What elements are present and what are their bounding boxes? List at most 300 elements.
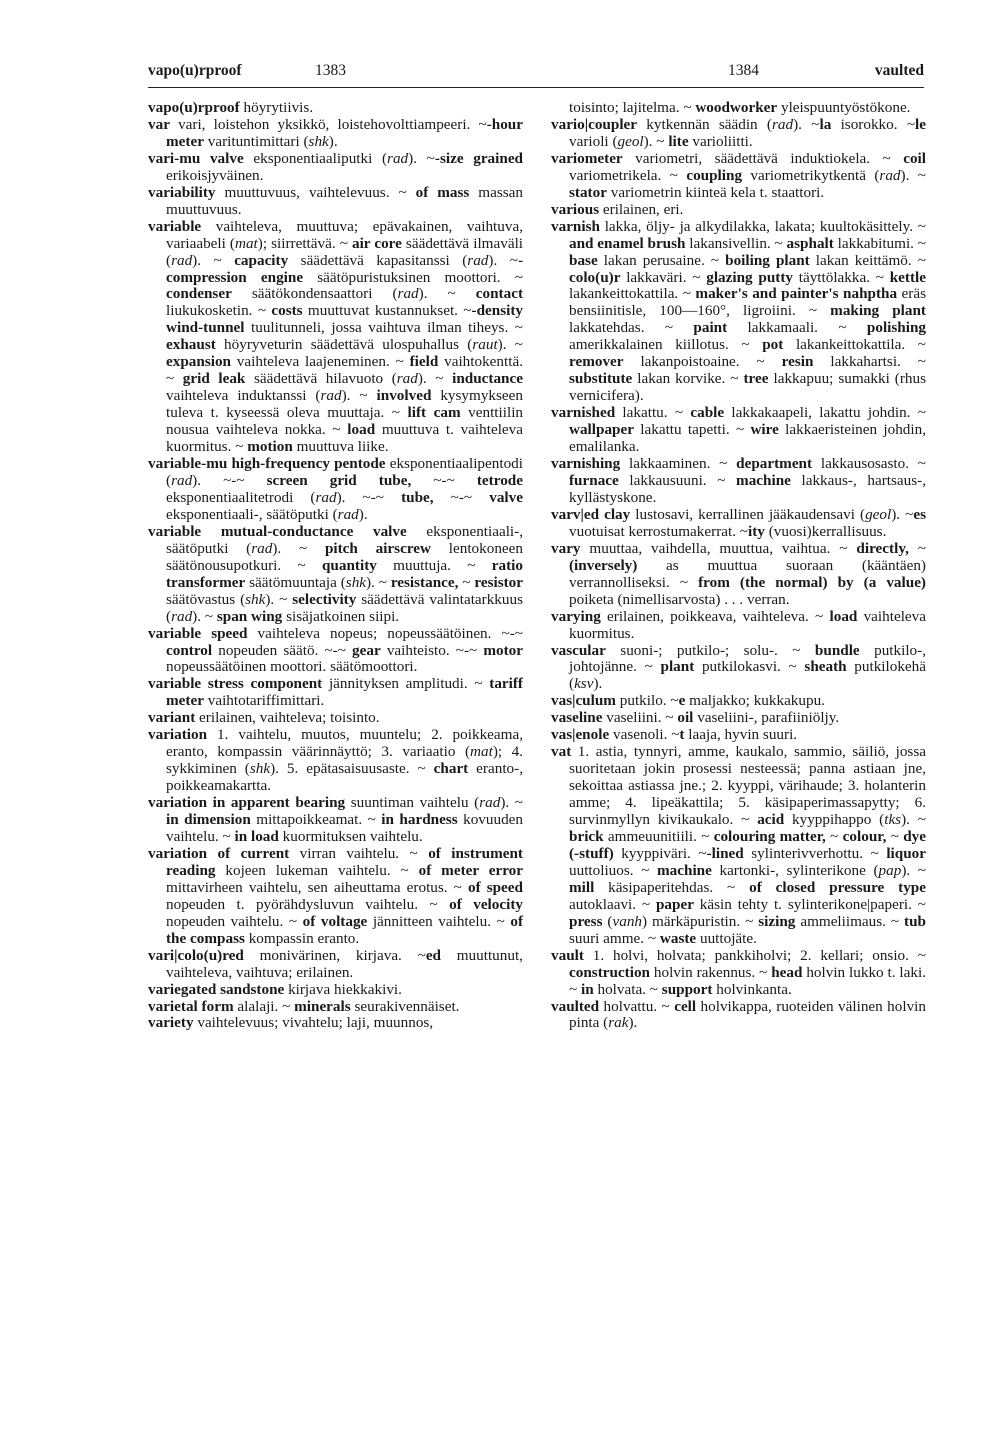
definition-text: poiketa (nimellisarvosta) . . . verran.: [569, 590, 790, 608]
subentry-term: asphalt: [786, 234, 834, 252]
field-label: geol: [617, 132, 644, 150]
field-label: shk: [245, 590, 266, 608]
field-label: rad: [337, 505, 359, 523]
subentry-term: colour,: [842, 827, 887, 845]
subentry-term: mill: [569, 878, 595, 896]
subentry-term: department: [736, 455, 813, 473]
subentry-term: remover: [569, 353, 624, 371]
definition-text: varioliitti.: [688, 132, 753, 150]
subentry-term: woodworker: [695, 99, 778, 116]
definition-text: ~-~: [433, 488, 490, 506]
entry-headword: variation: [148, 726, 208, 744]
field-label: rad: [467, 251, 489, 269]
subentry-term: tariff meter: [166, 675, 523, 710]
definition-text: käsin tehty t. sylinterikone|paperi. ~: [693, 895, 926, 913]
definition-text: ). ~: [417, 370, 453, 388]
definition-text: eranto-, poikkeamakartta.: [166, 760, 523, 795]
subentry-term: (inversely): [569, 556, 638, 574]
subentry-term: waste: [659, 929, 697, 947]
subentry-term: plant: [660, 658, 695, 676]
entry-headword: vapo(u)rproof: [148, 99, 240, 116]
subentry-term: colo(u)r: [569, 268, 621, 286]
subentry-term: load: [829, 607, 858, 625]
definition-text: lakattu. ~: [615, 404, 691, 422]
definition-text: höyrytiivis.: [239, 99, 314, 116]
definition-text: ). ~: [643, 132, 669, 150]
definition-text: lustosavi, kerrallinen jääkaudensavi (: [630, 505, 866, 523]
definition-text: lakkausosasto. ~: [812, 455, 926, 473]
definition-text: eräs bensiinitisle, 100—160°, ligroiini. ~: [569, 285, 927, 320]
definition-text: suuntiman vaihtelu (: [345, 794, 480, 812]
dictionary-entry: [551, 100, 926, 117]
subentry-term: lite: [668, 132, 689, 150]
subentry-term: bundle: [814, 641, 860, 659]
field-label: tks: [884, 811, 902, 829]
page-header: [148, 62, 924, 86]
definition-text: vaseliini. ~: [602, 709, 678, 727]
definition-text: lakan korvike. ~: [632, 370, 744, 388]
definition-text: täyttölakka. ~: [792, 268, 890, 286]
subentry-term: span wing: [216, 607, 283, 625]
left-guide-word: vapo(u)rproof: [148, 62, 242, 79]
subentry-term: of voltage: [302, 912, 368, 930]
subentry-term: -hour meter: [166, 115, 523, 150]
subentry-term: dye (-stuff): [569, 827, 927, 862]
definition-text: vaihtotariffimittari.: [203, 692, 325, 710]
subentry-term: tree: [743, 370, 769, 388]
definition-text: vaseliini-, parafiiniöljy.: [693, 709, 840, 727]
field-label: rad: [397, 285, 419, 303]
definition-text: kyyppiväri. ~: [613, 844, 707, 862]
subentry-term: making plant: [830, 302, 926, 320]
definition-text: lakan keittämö. ~: [809, 251, 926, 269]
definition-text: toisinto; lajitelma. ~: [569, 99, 696, 116]
definition-text: nopeuden vaihtelu. ~: [166, 912, 303, 930]
definition-text: ).: [593, 675, 603, 693]
definition-text: ). ~: [341, 387, 377, 405]
field-label: rad: [251, 539, 273, 557]
dictionary-entry: [551, 693, 926, 710]
entry-headword: various: [551, 200, 600, 218]
subentry-term: resistor: [474, 573, 524, 591]
left-column: [148, 100, 523, 1032]
definition-text: säädettävä valintatarkkuus (: [166, 590, 523, 625]
definition-text: lakansivellin. ~: [685, 234, 787, 252]
dictionary-entry: [551, 456, 926, 507]
subentry-term: acid: [757, 811, 785, 829]
definition-text: monivärinen, kirjava. ~: [243, 946, 426, 964]
definition-text: lakkaus-, hartsaus-, kyllästyskone.: [569, 471, 926, 506]
entry-headword: variable mutual-conductance valve: [148, 522, 407, 540]
field-label: rad: [171, 251, 193, 269]
definition-text: erikoisjyväinen.: [166, 166, 264, 184]
subentry-term: quantity: [321, 556, 377, 574]
entry-headword: vas|enole: [551, 726, 610, 744]
field-label: vanh: [612, 912, 643, 930]
definition-text: kovuuden vaihtelu. ~: [166, 811, 524, 845]
dictionary-entry: [148, 524, 523, 626]
subentry-term: wire: [750, 421, 779, 439]
dictionary-entry: [148, 117, 523, 151]
definition-text: ). ~-~: [336, 488, 402, 506]
definition-text: lakattu tapetti. ~: [633, 421, 751, 439]
entry-headword: vario|coupler: [551, 115, 638, 133]
subentry-term: of mass: [415, 183, 470, 201]
definition-text: nopeuden t. pyörähdysluvun vaihtelu. ~: [166, 895, 450, 913]
definition-text: ). ~: [418, 285, 476, 303]
field-label: rad: [315, 488, 337, 506]
subentry-term: cable: [690, 404, 725, 422]
subentry-term: motion: [247, 438, 293, 456]
entry-headword: vari-mu valve: [148, 149, 244, 167]
subentry-term: le: [915, 115, 927, 133]
entry-headword: varying: [551, 607, 601, 625]
right-column: [551, 100, 926, 1032]
subentry-term: es: [913, 505, 927, 523]
entry-headword: vari|colo(u)red: [148, 946, 244, 964]
definition-text: lakkaaminen. ~: [620, 455, 737, 473]
definition-text: kojeen lukeman vaihtelu. ~: [215, 861, 419, 879]
entry-headword: vaseline: [551, 709, 603, 727]
subentry-term: furnace: [569, 471, 619, 489]
definition-text: säädettävä hilavuoto (: [245, 370, 397, 388]
field-label: rak: [608, 1014, 629, 1032]
field-label: geol: [865, 505, 892, 523]
definition-text: seurakivennäiset.: [350, 997, 460, 1015]
subentry-term: -density wind-tunnel: [166, 302, 523, 337]
subentry-term: grid leak: [182, 370, 246, 388]
definition-text: ). ~: [891, 505, 914, 523]
definition-text: säätöpuristuksinen moottori. ~: [303, 268, 523, 286]
definition-text: vaihtokenttä. ~: [166, 353, 523, 388]
subentry-term: t: [679, 726, 685, 744]
subentry-term: air core: [351, 234, 402, 252]
definition-text: lakkatehdas. ~: [569, 319, 694, 337]
definition-text: muuttuva liike.: [292, 438, 389, 456]
subentry-term: minerals: [294, 997, 351, 1015]
subentry-term: directly,: [856, 539, 909, 557]
subentry-term: paper: [655, 895, 694, 913]
dictionary-entry: [551, 999, 926, 1033]
definition-text: massan muuttuvuus.: [166, 183, 523, 218]
subentry-term: sizing: [758, 912, 796, 930]
subentry-term: inductance: [452, 370, 523, 388]
definition-text: lakkaväri. ~: [620, 268, 707, 286]
definition-text: muuttaa, vaihdella, muuttua, vaihtua. ~: [580, 539, 857, 557]
subentry-term: machine: [657, 861, 712, 879]
definition-text: eksponentiaali-, säätöputki (: [166, 505, 338, 523]
definition-text: ). ~: [272, 539, 325, 557]
definition-text: autoklaavi. ~: [569, 895, 656, 913]
subentry-term: resin: [781, 353, 814, 371]
field-label: shk: [345, 573, 367, 591]
definition-text: vaihteleva kuormitus.: [569, 607, 926, 642]
subentry-term: la: [819, 115, 832, 133]
definition-text: ); siirrettävä. ~: [257, 234, 352, 252]
subentry-term: brick: [569, 827, 604, 845]
dictionary-entry: [551, 643, 926, 694]
subentry-term: substitute: [569, 370, 633, 388]
subentry-term: of meter error: [418, 861, 523, 879]
subentry-term: coil: [903, 149, 926, 167]
entry-headword: variability: [148, 183, 216, 201]
definition-text: tuulitunneli, jossa vaihtuva ilman tiheys. ~: [244, 319, 523, 337]
definition-text: variometri, säädettävä induktiokela. ~: [622, 149, 904, 167]
entry-headword: variable-mu high-frequency pentode: [148, 455, 386, 473]
right-guide-word: vaulted: [874, 62, 924, 79]
subentry-term: costs: [271, 302, 303, 320]
entry-headword: varv|ed clay: [551, 505, 631, 523]
definition-text: lakkahartsi. ~: [813, 353, 926, 371]
entry-headword: variegated sandstone: [148, 980, 285, 998]
dictionary-entry: [551, 151, 926, 202]
subentry-term: paint: [693, 319, 728, 337]
entry-headword: variation in apparent bearing: [148, 794, 346, 812]
definition-text: muuttunut, vaihteleva, vaihtuva; erilainen.: [166, 946, 523, 981]
subentry-term: chart: [433, 760, 469, 778]
definition-text: käsipaperitehdas. ~: [594, 878, 750, 896]
definition-text: nopeussäätöinen moottori. säätömoottori.: [166, 658, 418, 676]
definition-text: mittapoikkeamat. ~: [250, 811, 382, 829]
subentry-term: boiling plant: [725, 251, 810, 269]
subentry-term: base: [569, 251, 598, 269]
definition-text: ~-~: [411, 471, 477, 489]
definition-text: venttiilin nousua vaihteleva nokka. ~: [166, 404, 524, 439]
definition-text: kytkennän säädin (: [637, 115, 772, 133]
definition-text: ) märkäpuristin. ~: [642, 912, 759, 930]
definition-text: ).: [628, 1014, 638, 1032]
definition-text: säätövastus (: [166, 590, 246, 608]
definition-text: lakkakaapeli, lakattu johdin. ~: [724, 404, 926, 422]
dictionary-entry: [551, 609, 926, 643]
subentry-term: in: [581, 980, 594, 998]
definition-text: ). ~: [901, 861, 926, 879]
subentry-term: -lined: [706, 844, 744, 862]
subentry-term: press: [569, 912, 603, 930]
entry-headword: varnish: [551, 217, 600, 235]
definition-text: 1. astia, tynnyri, amme, kaukalo, sammio, säiliö, jossa suoritetaan jokin prosessi nesteessä; panna astiaan jne, sekoittaa astiassa jne.; 2. kyyppi, värihaude; 3. holanterin amme; 4. lipeäkattila; 5. käsipaperimassapytty; 6. survinmyllyn kivikaukalo. ~: [569, 743, 926, 829]
dictionary-entry: [148, 676, 523, 710]
definition-text: lakan perusaine. ~: [597, 251, 726, 269]
subentry-term: polishing: [866, 319, 927, 337]
definition-text: varioli (: [569, 132, 618, 150]
definition-text: eksponentiaalitetrodi (: [166, 488, 316, 506]
field-label: mat: [470, 743, 493, 761]
entry-headword: varietal form: [148, 997, 234, 1015]
subentry-term: exhaust: [166, 336, 216, 354]
definition-text: putkilokasvi. ~: [694, 658, 805, 676]
subentry-term: in hardness: [381, 811, 458, 829]
definition-text: virran vaihtelu. ~: [289, 844, 429, 862]
definition-text: vaihteleva nopeus; nopeussäätöinen. ~-~: [247, 624, 523, 642]
subentry-term: -size grained: [434, 149, 524, 167]
subentry-term: valve: [489, 488, 523, 506]
subentry-term: of instrument reading: [166, 844, 523, 879]
subentry-term: tub: [904, 912, 926, 930]
field-label: rad: [320, 387, 342, 405]
definition-text: maljakko; kukkakupu.: [685, 692, 825, 710]
definition-text: variometrikytkentä (: [742, 166, 880, 184]
dictionary-entry: [551, 405, 926, 456]
definition-text: erilainen, eri.: [599, 200, 684, 218]
definition-text: putkilokehä (: [569, 658, 927, 693]
subentry-term: selectivity: [292, 590, 357, 608]
definition-text: alalaji. ~: [233, 997, 295, 1015]
entry-headword: variant: [148, 709, 196, 727]
entry-headword: vascular: [551, 641, 606, 659]
definition-text: 1. holvi, holvata; pankkiholvi; 2. kellari; onsio. ~: [583, 946, 926, 964]
subentry-term: motor: [483, 641, 523, 659]
subentry-term: head: [771, 963, 803, 981]
dictionary-entry: [148, 795, 523, 846]
dictionary-entry: [148, 219, 523, 456]
definition-text: ). ~: [366, 573, 391, 591]
subentry-term: control: [166, 641, 213, 659]
definition-text: ). ~: [500, 794, 523, 812]
definition-text: lakanpoistoaine. ~: [623, 353, 782, 371]
definition-text: sisäjatkoinen siipi.: [282, 607, 400, 625]
definition-text: säädettävä kapasitanssi (: [288, 251, 468, 269]
definition-text: yleispuuntyöstökone.: [777, 99, 911, 116]
definition-text: vaihteisto. ~-~: [380, 641, 484, 659]
definition-text: ~: [908, 539, 926, 557]
subentry-term: maker's and painter's nahptha: [695, 285, 898, 303]
entry-headword: varnishing: [551, 455, 621, 473]
field-label: rad: [879, 166, 901, 184]
definition-text: lakkamaali. ~: [727, 319, 867, 337]
definition-text: nopeuden säätö. ~-~: [212, 641, 353, 659]
definition-text: muuttuvat kustannukset. ~: [302, 302, 472, 320]
entry-headword: variety: [148, 1014, 194, 1032]
entry-headword: variation of current: [148, 844, 290, 862]
subentry-term: pitch airscrew: [324, 539, 432, 557]
definition-text: muuttuja. ~: [376, 556, 492, 574]
dictionary-entry: [551, 710, 926, 727]
dictionary-entry: [551, 219, 926, 405]
definition-text: jännitteen vaihtelu. ~: [367, 912, 511, 930]
subentry-term: sheath: [804, 658, 847, 676]
definition-text: lakka, öljy- ja alkydilakka, lakata; kuultokäsittely. ~: [599, 217, 926, 235]
definition-text: kompassin eranto.: [244, 929, 360, 947]
subentry-term: pot: [762, 336, 784, 354]
subentry-term: from (the normal) by (a value): [698, 573, 926, 591]
subentry-term: resistance,: [390, 573, 459, 591]
definition-text: muuttuva t. vaihteleva kuormitus. ~: [166, 421, 523, 456]
dictionary-entry: [148, 1015, 523, 1032]
dictionary-entry: [551, 202, 926, 219]
definition-text: ~: [886, 827, 904, 845]
definition-text: kyyppihappo (: [784, 811, 885, 829]
entry-headword: vas|culum: [551, 692, 616, 710]
dictionary-entry: [148, 100, 523, 117]
field-label: rad: [171, 607, 193, 625]
field-label: pap: [878, 861, 902, 879]
entry-headword: var: [148, 115, 170, 133]
entry-headword: vat: [551, 743, 572, 761]
dictionary-entry: [148, 727, 523, 795]
definition-text: säätömuuntaja (: [245, 573, 346, 591]
definition-text: holvin rakennus. ~: [650, 963, 772, 981]
right-page-number: 1384: [728, 62, 759, 79]
definition-text: (: [602, 912, 613, 930]
dictionary-entry: [551, 117, 926, 151]
definition-text: ~: [825, 827, 843, 845]
subentry-term: liquor: [886, 844, 926, 862]
definition-text: ). 5. epätasaisuusaste. ~: [270, 760, 434, 778]
subentry-term: expansion: [166, 353, 231, 371]
field-label: rad: [772, 115, 794, 133]
definition-text: ). ~: [265, 590, 293, 608]
definition-text: ~: [458, 573, 475, 591]
definition-text: ). ~-~: [192, 471, 267, 489]
dictionary-entry: [148, 626, 523, 677]
definition-text: höyryveturin säädettävä ulospuhallus (: [215, 336, 473, 354]
definition-text: ). ~: [793, 115, 820, 133]
entry-headword: vault: [551, 946, 584, 964]
subentry-term: field: [409, 353, 439, 371]
dictionary-entry: [551, 948, 926, 999]
definition-text: suoni-; putkilo-; solu-. ~: [605, 641, 815, 659]
dictionary-entry: [551, 541, 926, 609]
definition-text: kysymykseen tuleva t. kyseessä oleva muuttaja. ~: [166, 387, 523, 422]
entry-headword: variable: [148, 217, 202, 235]
field-label: rad: [171, 471, 193, 489]
subentry-term: -compression engine: [166, 251, 523, 286]
definition-text: kuormituksen vaihtelu.: [278, 827, 423, 845]
definition-text: säädettävä ilmaväli (: [166, 234, 524, 269]
subentry-term: capacity: [234, 251, 289, 269]
definition-text: (vuosi)kerrallisuus.: [764, 522, 887, 540]
field-label: shk: [308, 132, 329, 150]
subentry-term: kettle: [889, 268, 926, 286]
subentry-term: tetrode: [476, 471, 523, 489]
dictionary-entry: [148, 456, 523, 524]
entry-headword: variable stress component: [148, 675, 323, 693]
subentry-term: and enamel brush: [569, 234, 686, 252]
entry-headword: varnished: [551, 404, 616, 422]
subentry-term: of velocity: [449, 895, 523, 913]
definition-text: lentokoneen säätönousupotkuri. ~: [166, 539, 523, 574]
definition-text: variometrikela. ~: [569, 166, 687, 184]
dictionary-entry: [148, 982, 523, 999]
definition-text: ).: [328, 132, 338, 150]
definition-text: 1. vaihtelu, muutos, muuntelu; 2. poikkeama, eranto, kompassin väärinnäyttö; 3. variaatio (: [166, 726, 523, 761]
definition-text: uuttoliuos. ~: [569, 861, 658, 879]
definition-text: vasenoli. ~: [609, 726, 680, 744]
definition-text: uuttojäte.: [696, 929, 757, 947]
definition-text: varituntimittari (: [203, 132, 309, 150]
definition-text: vaihteleva, muuttuva; epävakainen, vaihtuva, variaabeli (: [166, 217, 523, 252]
subentry-term: tube,: [401, 488, 434, 506]
definition-text: vaihteleva induktanssi (: [166, 387, 321, 405]
definition-text: erilainen, vaihteleva; toisinto.: [195, 709, 380, 727]
definition-text: mittavirheen vaihtelu, sen aiheuttama erotus. ~: [166, 878, 468, 896]
dictionary-entry: [148, 185, 523, 219]
subentry-term: of the compass: [166, 912, 523, 947]
dictionary-entry: [148, 948, 523, 982]
dictionary-entry: [551, 507, 926, 541]
subentry-term: involved: [376, 387, 432, 405]
subentry-term: colouring matter,: [713, 827, 826, 845]
dictionary-entry: [148, 846, 523, 948]
subentry-term: condenser: [166, 285, 232, 303]
definition-text: isorokko. ~: [831, 115, 916, 133]
subentry-term: machine: [736, 471, 791, 489]
definition-text: vuotuisat kerrostumakerrat. ~: [569, 522, 749, 540]
dictionary-entry: [148, 710, 523, 727]
definition-text: holvata. ~: [593, 980, 662, 998]
subentry-term: coupling: [686, 166, 743, 184]
